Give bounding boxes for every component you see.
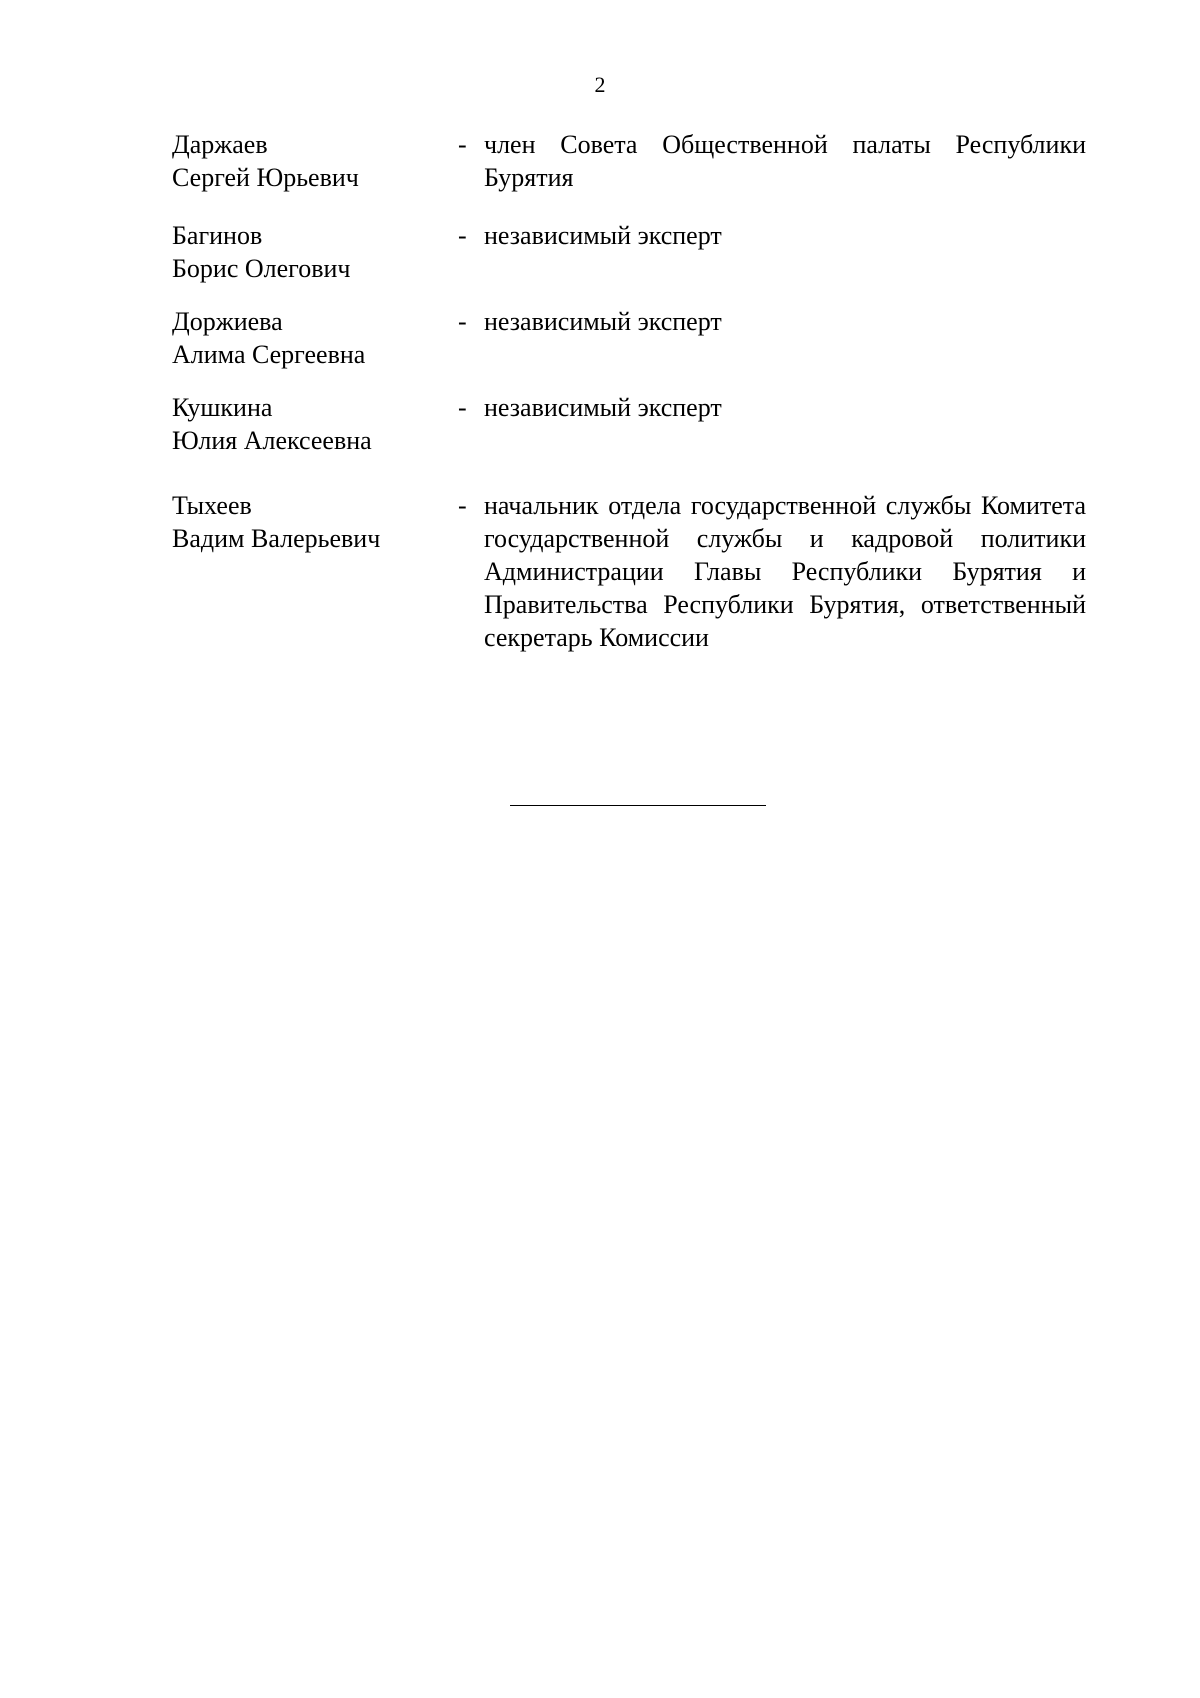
member-dash: - [458,221,467,250]
member-list [172,128,1086,654]
member-given-names: Юлия Алексеевна [172,426,372,455]
member-row [172,305,1086,371]
member-role: независимый эксперт [484,221,722,250]
member-given-names: Борис Олегович [172,254,351,283]
member-dash: - [458,307,467,336]
member-name [172,489,458,654]
member-row [172,128,1086,194]
member-role: начальник отдела государственной службы Комитета государственной службы и кадровой политики Администрации Главы Республики Бурятия и Правительства Республики Бурятия, ответственный секретарь Комиссии [484,491,1086,652]
member-row [172,489,1086,654]
member-name [172,391,458,457]
member-surname: Доржиева [172,307,283,336]
member-given-names: Вадим Валерьевич [172,524,381,553]
member-role: независимый эксперт [484,393,722,422]
member-row [172,391,1086,457]
closing-divider [510,805,766,806]
page-number: 2 [594,72,606,97]
member-surname: Тыхеев [172,491,252,520]
member-name [172,128,458,194]
member-surname: Багинов [172,221,263,250]
member-surname: Даржаев [172,130,268,159]
member-role: независимый эксперт [484,307,722,336]
member-surname: Кушкина [172,393,273,422]
member-dash: - [458,393,467,422]
member-name [172,305,458,371]
member-dash: - [458,491,467,520]
member-dash: - [458,130,467,159]
member-name [172,219,458,285]
member-given-names: Сергей Юрьевич [172,163,359,192]
member-role: член Совета Общественной палаты Республики Бурятия [484,130,1086,192]
member-row [172,219,1086,285]
member-given-names: Алима Сергеевна [172,340,366,369]
